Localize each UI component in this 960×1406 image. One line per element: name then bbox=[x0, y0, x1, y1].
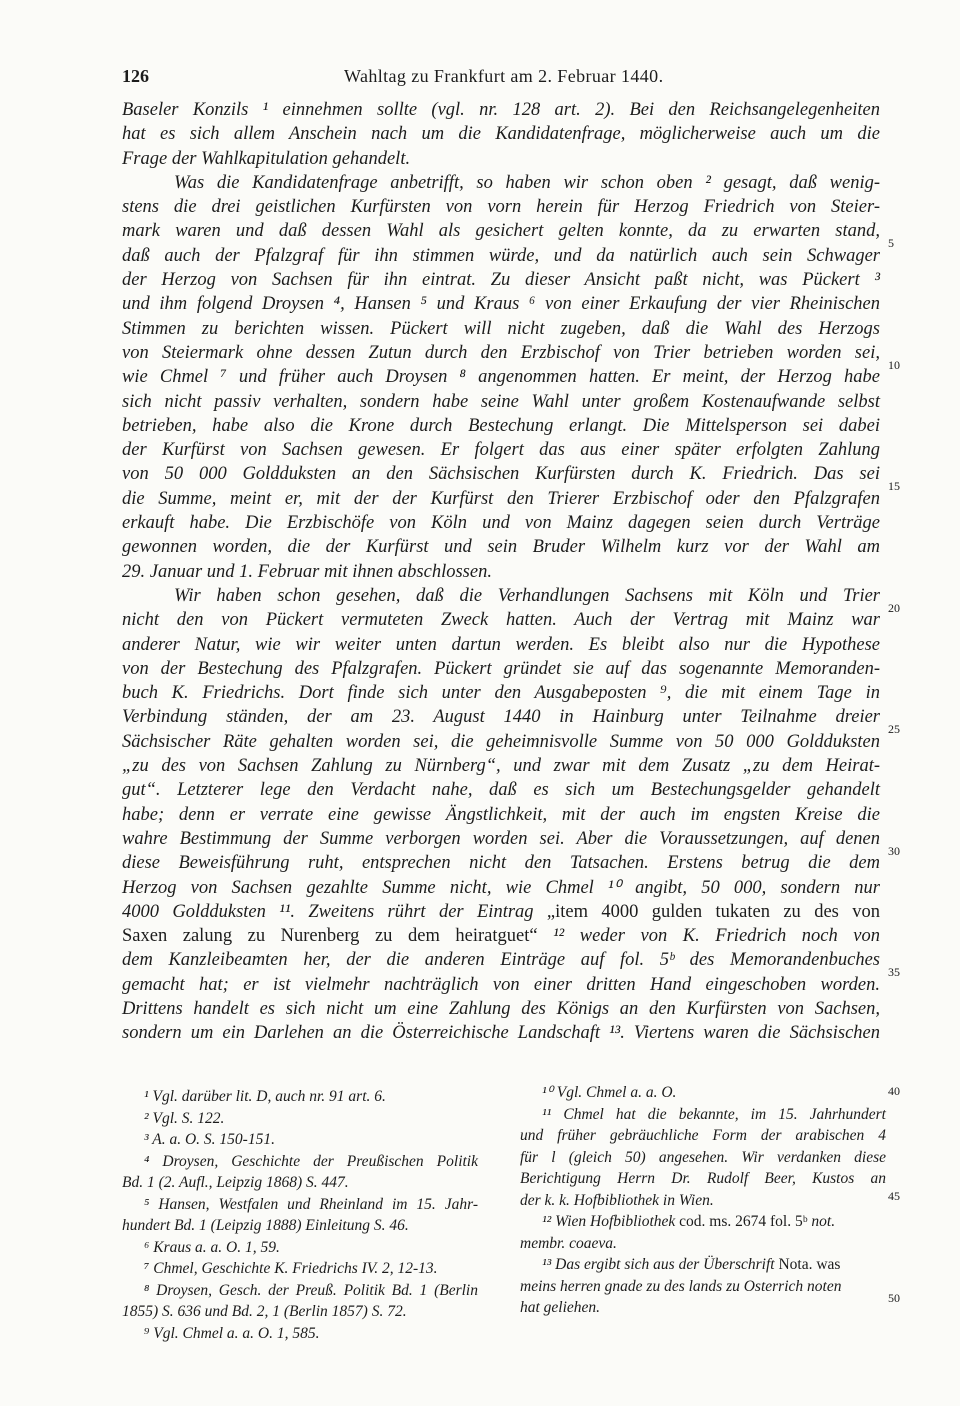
text-line: gemacht hat; er ist vielmehr nachträglich von einer dritten Hand eingeschoben worden. bbox=[122, 974, 880, 995]
footnote-citation: cod. ms. 2674 fol. 5ᵇ bbox=[679, 1213, 808, 1230]
text-line: buch K. Friedrichs. Dort finde sich unter den Ausgabeposten ⁹, die mit einem Tage in bbox=[122, 683, 880, 704]
text-line: der Kurfürst von Sachsen gewesen. Er folgert das aus einer später erfolgten Zahlung bbox=[122, 440, 880, 461]
text-line: Was die Kandidatenfrage anbetrifft, so haben wir schon oben ² gesagt, daß wenig- bbox=[174, 172, 880, 193]
text-line: Baseler Konzils ¹ einnehmen sollte (vgl. nr. 128 art. 2). Bei den Reichsangelegenheiten bbox=[122, 100, 880, 120]
line-number: 5 bbox=[888, 236, 894, 250]
text-line: 4000 Goldduksten ¹¹. Zweitens rührt der Eintrag „item 4000 gulden tukaten zu des von bbox=[122, 901, 880, 922]
text-line: sich nicht passiv verhalten, sondern habe seine Wahl unter großem Kostenaufwande selbst bbox=[122, 391, 880, 412]
footnote-continuation: und früher gebräuchliche Form der arabischen 4 bbox=[520, 1127, 886, 1144]
text-line: der Herzog von Sachsen für ihn eintrat. Zu dieser Ansicht paßt nicht, was Pückert ³ bbox=[122, 270, 880, 291]
text-line: dem Kanzleibeamten her, der die anderen Einträge auf fol. 5ᵇ des Memorandenbuches bbox=[122, 950, 880, 971]
text-line: von 50 000 Goldduksten an den Sächsischen Kurfürsten durch K. Friedrich. Das sei bbox=[122, 464, 880, 485]
footnote: ⁵ Hansen, Westfalen und Rheinland im 15. Jahr- bbox=[144, 1195, 478, 1213]
text-line: stens die drei geistlichen Kurfürsten von vorn herein für Herzog Friedrich von Steier- bbox=[122, 197, 880, 218]
line-number: 30 bbox=[888, 844, 900, 858]
footnote-text: ¹³ Das ergibt sich aus der Überschrift bbox=[542, 1256, 775, 1273]
page-header bbox=[122, 62, 882, 90]
footnote: ⁸ Droysen, Gesch. der Preuß. Politik Bd. 1 (Berlin bbox=[144, 1281, 478, 1299]
footnote-continuation: membr. coaeva. bbox=[520, 1234, 617, 1252]
footnote-continuation: hundert Bd. 1 (Leipzig 1888) Einleitung S. 46. bbox=[122, 1217, 409, 1234]
line-number: 40 bbox=[888, 1084, 900, 1098]
footnote-quote: meins herren gnade zu des lands zu Osterrich noten bbox=[520, 1277, 842, 1295]
footnote-quote: hat geliehen. bbox=[520, 1299, 601, 1316]
text-line: wie Chmel ⁷ und früher auch Droysen ⁸ angenommen hatten. Er meint, der Herzog habe bbox=[122, 367, 880, 388]
footnote-text: ¹² Wien Hofbibliothek bbox=[542, 1213, 676, 1230]
footnote: ¹ Vgl. darüber lit. D, auch nr. 91 art. 6. bbox=[144, 1088, 386, 1105]
footnote: ² Vgl. S. 122. bbox=[144, 1109, 225, 1127]
text-line: die Summe, meint er, mit der der Kurfürst den Trierer Erzbischof oder den Pfalzgrafen bbox=[122, 488, 880, 509]
text-line: 29. Januar und 1. Februar mit ihnen abschlossen. bbox=[122, 561, 492, 582]
text-line: Saxen zalung zu Nurenberg zu dem heiratguet“ ¹² weder von K. Friedrich noch von bbox=[122, 926, 880, 947]
text-line: erkauft habe. Die Erzbischöfe von Köln und von Mainz dagegen seien durch Verträge bbox=[122, 513, 880, 534]
text-line: wahre Bestimmung der Summe verborgen worden sei. Aber die Voraussetzungen, auf denen bbox=[122, 828, 880, 849]
text-line: Stimmen zu berichten wissen. Pückert will nicht zugeben, daß die Wahl des Herzogs bbox=[122, 318, 880, 339]
footnote-continuation: Berichtigung Herrn Dr. Rudolf Beer, Kustos an bbox=[520, 1170, 886, 1187]
footnote bbox=[520, 1211, 886, 1233]
quoted-entry: Saxen zalung zu Nurenberg zu dem heiratguet“ bbox=[122, 926, 538, 947]
page-number: 126 bbox=[122, 66, 149, 86]
text-line: von der Bestechung des Pfalzgrafen. Pückert gründet sie auf das sogenannte Memoranden- bbox=[122, 658, 880, 679]
text-line: und ihm folgend Droysen ⁴, Hansen ⁵ und Kraus ⁶ von einer Erkaufung der vier Rheinischen bbox=[122, 294, 880, 315]
text-line: „zu des von Sachsen Zahlung zu Nürnberg“, und zwar mit dem Zusatz „zu dem Heirat- bbox=[122, 756, 880, 777]
footnote bbox=[520, 1254, 886, 1276]
footnote: ⁶ Kraus a. a. O. 1, 59. bbox=[144, 1238, 280, 1256]
footnote-text: not. bbox=[811, 1213, 836, 1230]
footnotes-right bbox=[520, 1082, 886, 1319]
footnote: ¹¹ Chmel hat die bekannte, im 15. Jahrhundert bbox=[542, 1105, 886, 1123]
text-line: Frage der Wahlkapitulation gehandelt. bbox=[122, 148, 411, 169]
text-line: daß auch der Pfalzgraf für ihn stimmen würde, und da natürlich auch sein Schwager bbox=[122, 245, 880, 266]
text-line: diese Beweisführung ruht, entsprechen nicht den Tatsachen. Erstens betrug die dem bbox=[122, 853, 880, 874]
text-line: gut“. Letzterer lege den Verdacht nahe, daß es sich um Bestechungsgelder gehandelt bbox=[122, 780, 880, 801]
text-line: mark waren und daß dessen Wahl als gesichert gelten konnte, da zu erwarten stand, bbox=[122, 221, 880, 242]
text-line: anderer Natur, wie wir weiter unten dartun werden. Es bleibt also nur die Hypothese bbox=[122, 634, 880, 655]
footnote: ⁴ Droysen, Geschichte der Preußischen Politik bbox=[144, 1152, 478, 1170]
text-line: von Steiermark ohne dessen Zutun durch den Erzbischof von Trier betrieben worden sei, bbox=[122, 342, 880, 363]
text-line: habe; denn er verrate eine gewisse Ängstlichkeit, mit der auch im engsten Kreise die bbox=[122, 804, 880, 825]
line-number: 20 bbox=[888, 601, 900, 615]
text-line: Sächsischer Räte gehalten worden sei, die geheimnisvolle Summe von 50 000 Goldduksten bbox=[122, 731, 880, 752]
footnotes-left bbox=[122, 1086, 478, 1344]
text-line: sondern um ein Darlehen an die Österreichische Landschaft ¹³. Viertens waren die Sächsischen bbox=[122, 1023, 880, 1044]
text-line: Wir haben schon gesehen, daß die Verhandlungen Sachsens mit Köln und Trier bbox=[174, 585, 880, 606]
text-line: betrieben, habe also die Krone durch Bestechung erlangt. Die Mittelsperson sei dabei bbox=[122, 415, 880, 436]
line-number: 50 bbox=[888, 1291, 900, 1305]
footnote: ¹⁰ Vgl. Chmel a. a. O. bbox=[542, 1084, 677, 1101]
line-number: 35 bbox=[888, 965, 900, 979]
footnote: ⁷ Chmel, Geschichte K. Friedrichs IV. 2, 12-13. bbox=[144, 1260, 438, 1277]
line-number: 25 bbox=[888, 722, 900, 736]
footnote-continuation: 1855) S. 636 und Bd. 2, 1 (Berlin 1857) S. 72. bbox=[122, 1303, 407, 1320]
line-number: 45 bbox=[888, 1189, 900, 1203]
text-line: nicht den von Pückert vermuteten Zweck hatten. Auch der Vertrag mit Mainz war bbox=[122, 610, 880, 631]
line-number: 10 bbox=[888, 358, 900, 372]
quoted-entry: „item 4000 gulden tukaten zu des von bbox=[546, 901, 880, 922]
footnote: ³ A. a. O. S. 150-151. bbox=[144, 1131, 275, 1148]
footnote: ⁹ Vgl. Chmel a. a. O. 1, 585. bbox=[144, 1324, 320, 1342]
footnote-continuation: der k. k. Hofbibliothek in Wien. bbox=[520, 1191, 714, 1209]
main-text bbox=[122, 98, 880, 1046]
text-line: gewonnen worden, die der Kurfürst und sein Bruder Wilhelm kurz vor der Wahl am bbox=[122, 537, 880, 558]
text-line: Drittens handelt es sich nicht um eine Zahlung des Königs an den Kurfürsten von Sachsen, bbox=[122, 998, 880, 1019]
line-number: 15 bbox=[888, 479, 900, 493]
footnote-continuation: Bd. 1 (2. Aufl., Leipzig 1868) S. 447. bbox=[122, 1174, 349, 1191]
footnote-continuation: für l (gleich 50) angesehen. Wir verdanken diese bbox=[520, 1148, 886, 1166]
text-line: Verbindung ständen, der am 23. August 1440 in Hainburg unter Teilnahme dreier bbox=[122, 707, 880, 728]
running-title: Wahltag zu Frankfurt am 2. Februar 1440. bbox=[344, 66, 664, 86]
footnote-quote: Nota. was bbox=[778, 1256, 841, 1273]
text-line: hat es sich allem Anschein nach um die Kandidatenfrage, möglicherweise auch um die bbox=[122, 124, 880, 145]
text-line: Herzog von Sachsen gezahlte Summe nicht, wie Chmel ¹⁰ angibt, 50 000, sondern nur bbox=[122, 877, 880, 898]
